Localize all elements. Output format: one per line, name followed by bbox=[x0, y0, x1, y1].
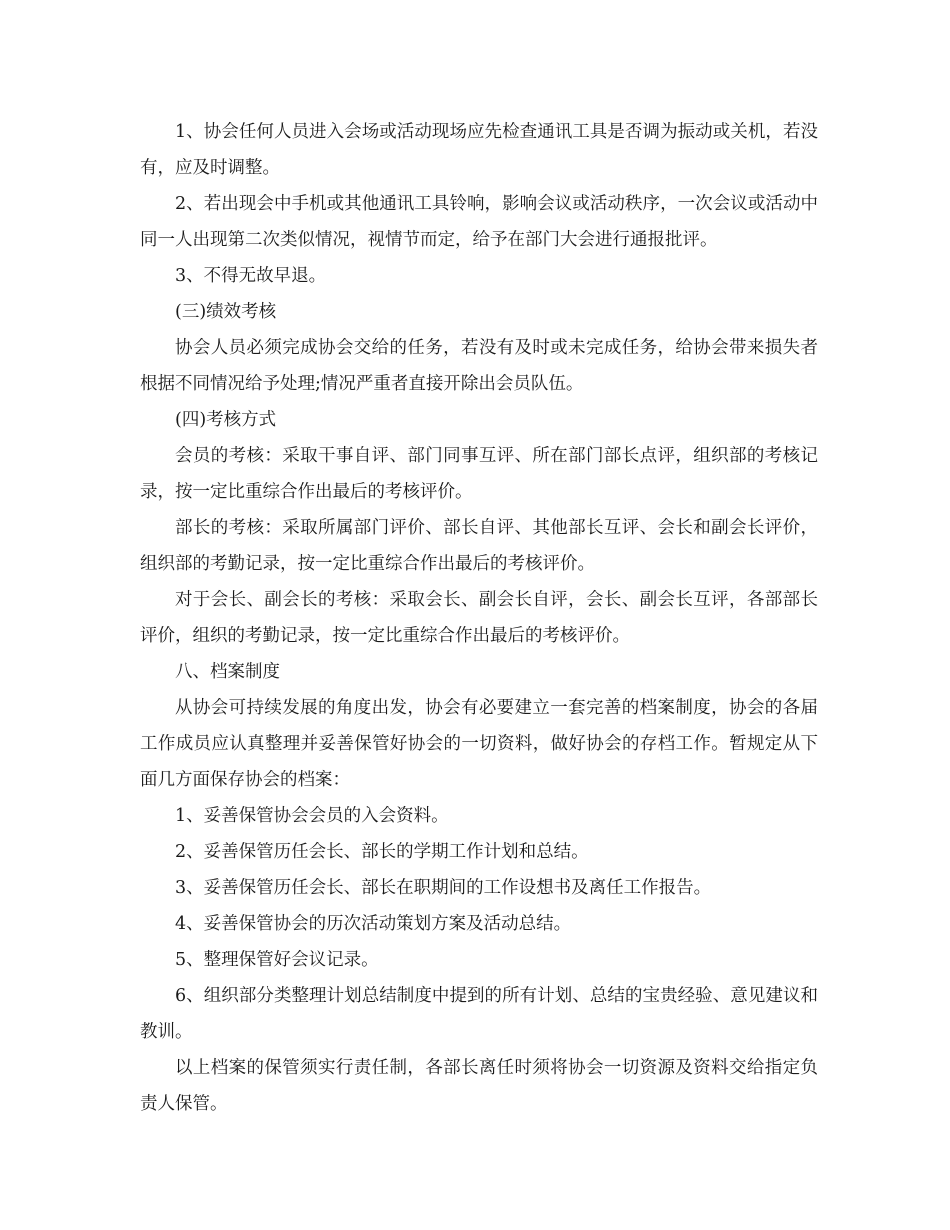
section-heading-archive: 八、档案制度 bbox=[175, 662, 280, 682]
list-item-archive-5: 5、整理保管好会议记录。 bbox=[175, 950, 379, 970]
paragraph-item-1: 1、协会任何人员进入会场或活动现场应先检查通讯工具是否调为振动或关机，若没有，应及时调整。 bbox=[140, 122, 818, 178]
section-heading-assessment: (四)考核方式 bbox=[175, 410, 277, 430]
list-item-archive-1: 1、妥善保管协会会员的入会资料。 bbox=[175, 806, 449, 826]
paragraph-archive-responsibility: 以上档案的保管须实行责任制，各部长离任时须将协会一切资源及资料交给指定负责人保管。 bbox=[140, 1058, 818, 1114]
paragraph-item-2: 2、若出现会中手机或其他通讯工具铃响，影响会议或活动秩序，一次会议或活动中同一人出现第二次类似情况，视情节而定，给予在部门大会进行通报批评。 bbox=[140, 194, 818, 250]
paragraph-archive-intro: 从协会可持续发展的角度出发，协会有必要建立一套完善的档案制度，协会的各届工作成员应认真整理并妥善保管好协会的一切资料，做好协会的存档工作。暂规定从下面几方面保存协会的档案： bbox=[140, 698, 818, 790]
list-item-archive-2: 2、妥善保管历任会长、部长的学期工作计划和总结。 bbox=[175, 842, 589, 862]
paragraph-president-assessment: 对于会长、副会长的考核：采取会长、副会长自评，会长、副会长互评，各部部长评价，组织的考勤记录，按一定比重综合作出最后的考核评价。 bbox=[140, 590, 818, 646]
section-heading-performance: (三)绩效考核 bbox=[175, 302, 277, 322]
list-item-archive-3: 3、妥善保管历任会长、部长在职期间的工作设想书及离任工作报告。 bbox=[175, 878, 712, 898]
paragraph-performance: 协会人员必须完成协会交给的任务，若没有及时或未完成任务，给协会带来损失者根据不同情况给予处理;情况严重者直接开除出会员队伍。 bbox=[140, 338, 818, 394]
paragraph-member-assessment: 会员的考核：采取干事自评、部门同事互评、所在部门部长点评，组织部的考核记录，按一定比重综合作出最后的考核评价。 bbox=[140, 446, 818, 502]
document-body bbox=[140, 114, 818, 1122]
list-item-archive-4: 4、妥善保管协会的历次活动策划方案及活动总结。 bbox=[175, 914, 572, 934]
list-item-archive-6: 6、组织部分类整理计划总结制度中提到的所有计划、总结的宝贵经验、意见建议和教训。 bbox=[140, 986, 818, 1042]
paragraph-item-3: 3、不得无故早退。 bbox=[175, 266, 327, 286]
paragraph-minister-assessment: 部长的考核：采取所属部门评价、部长自评、其他部长互评、会长和副会长评价，组织部的考勤记录，按一定比重综合作出最后的考核评价。 bbox=[140, 518, 818, 574]
